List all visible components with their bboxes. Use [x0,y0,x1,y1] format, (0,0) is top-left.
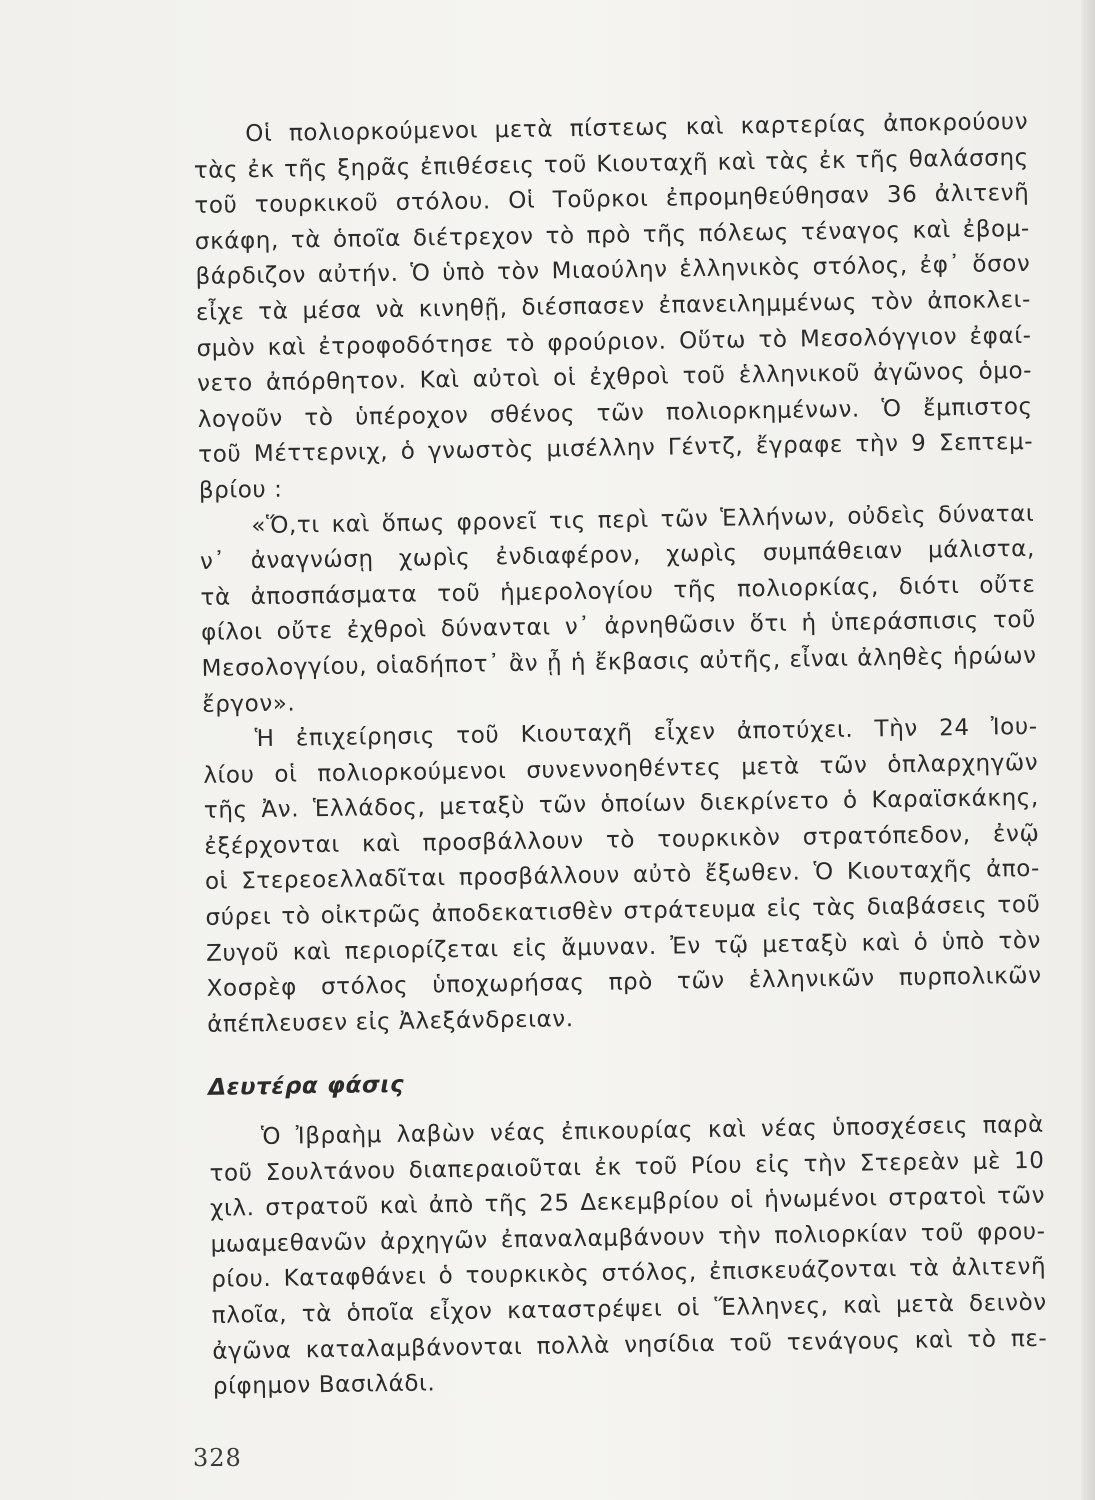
text-line: νετο ἀπόρθητον. Καὶ αὐτοὶ οἱ ἐχθροὶ τοῦ ἑλληνικοῦ ἀγῶνος ὁμο- [196,358,1033,398]
text-line: τὰς ἐκ τῆς ξηρᾶς ἐπιθέσεις τοῦ Κιουταχῆ καὶ τὰς ἐκ τῆς θαλάσσης [193,144,1029,184]
text-line: μωαμεθανῶν ἀρχηγῶν ἐπαναλαμβάνουν τὴν πολιορκίαν τοῦ φρου- [210,1218,1046,1258]
page-number: 328 [193,1444,242,1472]
text-line: βρίου : [198,476,283,504]
text-line: ἐξέρχονται καὶ προσβάλλουν τὸ τουρκικὸν στρατόπεδον, ἐνῷ [204,820,1040,860]
text-line: Χοσρὲφ στόλος ὑποχωρήσας πρὸ τῶν ἑλληνικῶν πυρπολικῶν [206,963,1042,1003]
paragraph-section [209,1108,1048,1406]
paragraph-1 [193,105,1034,510]
text-line: Ὁ Ἰβραὴμ λαβὼν νέας ἐπικουρίας καὶ νέας ὑποσχέσεις παρὰ [260,1111,1045,1151]
text-line: πλοῖα, τὰ ὁποῖα εἶχον καταστρέψει οἱ Ἕλληνες, καὶ μετὰ δεινὸν [211,1289,1047,1329]
text-line: ρίφημον Βασιλάδι. [212,1370,436,1401]
text-line: τοῦ Σουλτάνου διαπεραιοῦται ἐκ τοῦ Ρίου εἰς τὴν Στερεὰν μὲ 10 [209,1147,1045,1187]
text-line: Ζυγοῦ καὶ περιορίζεται εἰς ἄμυναν. Ἐν τῷ μεταξὺ καὶ ὁ ὑπὸ τὸν [205,927,1042,967]
text-line: βάρδιζον αὐτήν. Ὁ ὑπὸ τὸν Μιαούλην ἑλληνικὸς στόλος, ἐφ᾽ ὅσον [195,251,1031,291]
text-line: τοῦ Μέττερνιχ, ὁ γνωστὸς μισέλλην Γέντζ, ἔγραφε τὴν 9 Σεπτεμ- [198,429,1034,469]
text-line: Ἡ ἐπιχείρησις τοῦ Κιουταχῆ εἶχεν ἀποτύχει. Τὴν 24 Ἰου- [254,713,1038,753]
text-line: λίου οἱ πολιορκούμενοι συνεννοηθέντες μετὰ τῶν ὁπλαρχηγῶν [203,749,1039,789]
text-line: «Ὅ,τι καὶ ὅπως φρονεῖ τις περὶ τῶν Ἑλλήνων, οὐδεὶς δύναται [251,500,1035,539]
page-text [193,105,1048,1406]
text-line: Μεσολογγίου, οἱαδήποτ᾽ ἂν ᾖ ἡ ἔκβασις αὐτῆς, εἶναι ἀληθὲς ἡρώων [201,642,1037,682]
text-line: εἶχε τὰ μέσα νὰ κινηθῇ, διέσπασεν ἐπανειλημμένως τὸν ἀποκλει- [195,286,1032,326]
paragraph-quote [199,496,1037,723]
text-line: σμὸν καὶ ἐτροφοδότησε τὸ φρούριον. Οὕτω τὸ Μεσολόγγιον ἐφαί- [196,322,1032,362]
text-line: τοῦ τουρκικοῦ στόλου. Οἱ Τοῦρκοι ἐπρομηθεύθησαν 36 ἀλιτενῆ [194,180,1030,220]
text-line: χιλ. στρατοῦ καὶ ἀπὸ τῆς 25 Δεκεμβρίου οἱ ἡνωμένοι στρατοὶ τῶν [209,1182,1046,1223]
text-line: ἀγῶνα καταλαμβάνονται πολλὰ νησίδια τοῦ τενάγους καὶ τὸ πε- [212,1325,1048,1365]
text-line: ν᾽ ἀναγνώσῃ χωρὶς ἐνδιαφέρον, χωρὶς συμπάθειαν μάλιστα, [199,535,1036,576]
section-heading: Δευτέρα φάσις [208,1072,405,1102]
text-line: σκάφη, τὰ ὁποῖα διέτρεχον τὸ πρὸ τῆς πόλεως τέναγος καὶ ἐβομ- [194,215,1031,255]
text-line: λογοῦν τὸ ὑπέροχον σθένος τῶν πολιορκημένων. Ὁ ἔμπιστος [197,393,1033,433]
paragraph-3 [203,710,1043,1043]
text-line: ρίου. Καταφθάνει ὁ τουρκικὸς στόλος, ἐπισκευάζονται τὰ ἀλιτενῆ [211,1254,1047,1294]
text-line: ἔργον». [202,689,296,718]
text-line: φίλοι οὔτε ἐχθροὶ δύνανται ν᾽ ἀρνηθῶσιν ὅτι ἡ ὑπεράσπισις τοῦ [200,607,1037,647]
text-line: ἀπέπλευσεν εἰς Ἀλεξάνδρειαν. [207,1005,574,1038]
text-line: σύρει τὸ οἰκτρῶς ἀποδεκατισθὲν στράτευμα εἰς τὰς διαβάσεις τοῦ [205,891,1041,931]
text-line: τῆς Ἀν. Ἑλλάδος, μεταξὺ τῶν ὁποίων διεκρίνετο ὁ Καραϊσκάκης, [203,785,1039,825]
text-line: Οἱ πολιορκούμενοι μετὰ πίστεως καὶ καρτερίας ἀποκρούουν [245,108,1029,148]
text-line: τὰ ἀποσπάσματα τοῦ ἡμερολογίου τῆς πολιορκίας, διότι οὔτε [200,571,1036,611]
page-edge-shadow [1081,0,1095,1500]
text-line: οἱ Στερεοελλαδῖται προσβάλλουν αὐτὸ ἔξωθεν. Ὁ Κιουταχῆς ἀπο- [204,856,1041,896]
